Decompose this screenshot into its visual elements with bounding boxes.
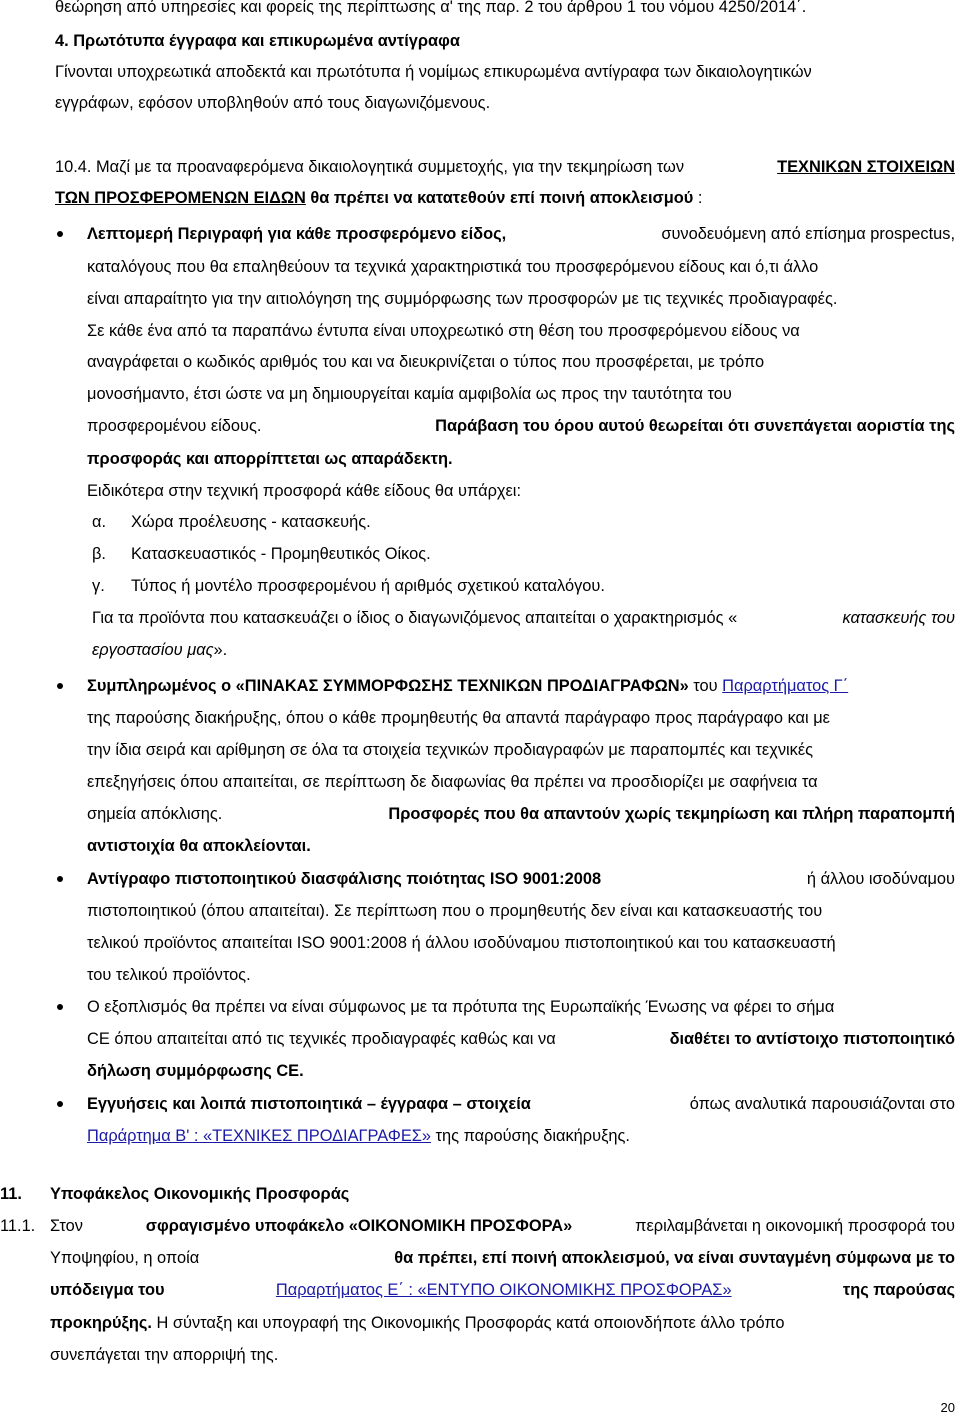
text-line: Ο εξοπλισμός θα πρέπει να είναι σύμφωνος με τα πρότυπα της Ευρωπαϊκής Ένωσης να φέρει το σήμα (87, 998, 835, 1016)
text-line: της παρούσης διακήρυξης, όπου ο κάθε προμηθευτής θα απαντά παράγραφο προς παράγραφο και με (87, 709, 830, 727)
text-line: Υποψηφίου, η οποία θα πρέπει, επί ποινή αποκλεισμού, να είναι συνταγμένη σύμφωνα με το (50, 1249, 955, 1267)
text-line: συνεπάγεται την απορριψή της. (50, 1346, 279, 1364)
text-line: δήλωση συμμόρφωσης CE. (87, 1062, 304, 1080)
text-line: είναι απαραίτητο για την αιτιολόγηση της συμμόρφωσης των προσφορών με τις τεχνικές προδιαγραφές. (87, 290, 838, 308)
text-line: σημεία απόκλισης. Προσφορές που θα απαντούν χωρίς τεκμηρίωση και πλήρη παραπομπή (87, 805, 955, 823)
section-heading: Υποφάκελος Οικονομικής Προσφοράς (50, 1185, 350, 1203)
list-marker: α. (92, 513, 107, 531)
text-line: μονοσήμαντο, έτσι ώστε να μη δημιουργείται καμία αμφιβολία ως προς την ταυτότητα του (87, 385, 732, 403)
text-line: Ειδικότερα στην τεχνική προσφορά κάθε είδους θα υπάρχει: (87, 482, 521, 500)
annex-c-link[interactable]: Παραρτήματος Γ΄ (722, 677, 849, 695)
annex-e-link[interactable]: Παραρτήματος Ε΄ : «ΕΝΤΥΠΟ ΟΙΚΟΝΟΜΙΚΗΣ ΠΡΟΣΦΟΡΑΣ» (275, 1281, 732, 1299)
bullet-icon (57, 683, 63, 689)
text-line: Για τα προϊόντα που κατασκευάζει ο ίδιος ο διαγωνιζόμενος απαιτείται ο χαρακτηρισμός « κατασκευής του (92, 609, 955, 627)
text-line: Συμπληρωμένος ο «ΠΙΝΑΚΑΣ ΣΥΜΜΟΡΦΩΣΗΣ ΤΕΧΝΙΚΩΝ ΠΡΟΔΙΑΓΡΑΦΩΝ» του Παραρτήματος Γ΄ (87, 677, 849, 695)
text-line: Αντίγραφο πιστοποιητικού διασφάλισης ποιότητας ISO 9001:2008 ή άλλου ισοδύναμου (87, 870, 955, 888)
annex-b-link[interactable]: Παράρτημα Β' : «ΤΕΧΝΙΚΕΣ ΠΡΟΔΙΑΓΡΑΦΕΣ» (87, 1127, 431, 1145)
list-marker: β. (92, 545, 106, 563)
page-number: 20 (940, 1400, 955, 1415)
text-line: Εγγυήσεις και λοιπά πιστοποιητικά – έγγραφα – στοιχεία όπως αναλυτικά παρουσιάζονται στο (87, 1095, 955, 1113)
text-line: την ίδια σειρά και αρίθμηση σε όλα τα στοιχεία τεχνικών προδιαγραφών με παραπομπές και τεχνικές (87, 741, 814, 759)
text-line: Λεπτομερή Περιγραφή για κάθε προσφερόμενο είδος, συνοδευόμενη από επίσημα prospectus, (87, 225, 955, 243)
text-line: Στον σφραγισμένο υποφάκελο «ΟΙΚΟΝΟΜΙΚΗ ΠΡΟΣΦΟΡΑ» περιλαμβάνεται η οικονομική προσφορά του (50, 1217, 955, 1235)
text-line: προκηρύξης. Η σύνταξη και υπογραφή της Οικονομικής Προσφοράς κατά οποιονδήποτε άλλο τρόπο (50, 1314, 785, 1332)
bullet-icon (57, 876, 63, 882)
text-line: πιστοποιητικού (όπου απαιτείται). Σε περίπτωση που ο προμηθευτής δεν είναι και κατασκευαστής του (87, 902, 823, 920)
text-line: Παράρτημα Β' : «ΤΕΧΝΙΚΕΣ ΠΡΟΔΙΑΓΡΑΦΕΣ» της παρούσης διακήρυξης. (87, 1127, 630, 1145)
text-line: CE όπου απαιτείται από τις τεχνικές προδιαγραφές καθώς και να διαθέτει το αντίστοιχο πιστοποιητικό (87, 1030, 955, 1048)
list-item: Τύπος ή μοντέλο προσφερομένου ή αριθμός σχετικού καταλόγου. (131, 577, 605, 595)
text-line: καταλόγους που θα επαληθεύουν τα τεχνικά χαρακτηριστικά του προσφερόμενου είδους και ό,τι άλλο (87, 258, 819, 276)
section-heading: 4. Πρωτότυπα έγγραφα και επικυρωμένα αντίγραφα (55, 32, 460, 50)
text-line: του τελικού προϊόντος. (87, 966, 251, 984)
bullet-icon (57, 1004, 63, 1010)
text-line: προσφερομένου είδους. Παράβαση του όρου αυτού θεωρείται ότι συνεπάγεται αοριστία της (87, 417, 955, 435)
list-item: Κατασκευαστικός - Προμηθευτικός Οίκος. (131, 545, 431, 563)
text-line: αντιστοιχία θα αποκλείονται. (87, 837, 311, 855)
text-line: Γίνονται υποχρεωτικά αποδεκτά και πρωτότυπα ή νομίμως επικυρωμένα αντίγραφα των δικαιολογητικών (55, 63, 812, 81)
text-line: Σε κάθε ένα από τα παραπάνω έντυπα είναι υποχρεωτικό στη θέση του προσφερόμενου είδους να (87, 322, 800, 340)
text-line: θεώρηση από υπηρεσίες και φορείς της περίπτωσης α' της παρ. 2 του άρθρου 1 του νόμου 4250/2014΄. (55, 0, 807, 16)
text-line: τελικού προϊόντος απαιτείται ISO 9001:2008 ή άλλου ισοδύναμου πιστοποιητικού και του κατασκευαστή (87, 934, 836, 952)
text-line: ΤΩΝ ΠΡΟΣΦΕΡΟΜΕΝΩΝ ΕΙΔΩΝ θα πρέπει να κατατεθούν επί ποινή αποκλεισμού : (55, 189, 703, 207)
text-line: 10.4. Μαζί με τα προαναφερόμενα δικαιολογητικά συμμετοχής, για την τεκμηρίωση των ΤΕΧΝΙΚΩΝ ΣΤΟΙΧΕΙΩΝ (55, 158, 955, 176)
text-line: εγγράφων, εφόσον υποβληθούν από τους διαγωνιζόμενους. (55, 94, 491, 112)
text-line: επεξηγήσεις όπου απαιτείται, σε περίπτωση δε διαφωνίας θα πρέπει να προσδιορίζει με σαφήνεια τα (87, 773, 818, 791)
list-item: Χώρα προέλευσης - κατασκευής. (131, 513, 371, 531)
bullet-icon (57, 1101, 63, 1107)
text-line: υπόδειγμα του Παραρτήματος Ε΄ : «ΕΝΤΥΠΟ ΟΙΚΟΝΟΜΙΚΗΣ ΠΡΟΣΦΟΡΑΣ» της παρούσας (50, 1281, 955, 1299)
list-marker: γ. (92, 577, 105, 595)
text-line: εργοστασίου μας». (92, 641, 228, 659)
section-number: 11.1. (0, 1217, 36, 1235)
text-line: προσφοράς και απορρίπτεται ως απαράδεκτη. (87, 450, 453, 468)
section-number: 11. (0, 1185, 22, 1203)
bullet-icon (57, 231, 63, 237)
text-line: αναγράφεται ο κωδικός αριθμός του και να διευκρινίζεται ο τύπος που προσφέρεται, με τρόπο (87, 353, 765, 371)
